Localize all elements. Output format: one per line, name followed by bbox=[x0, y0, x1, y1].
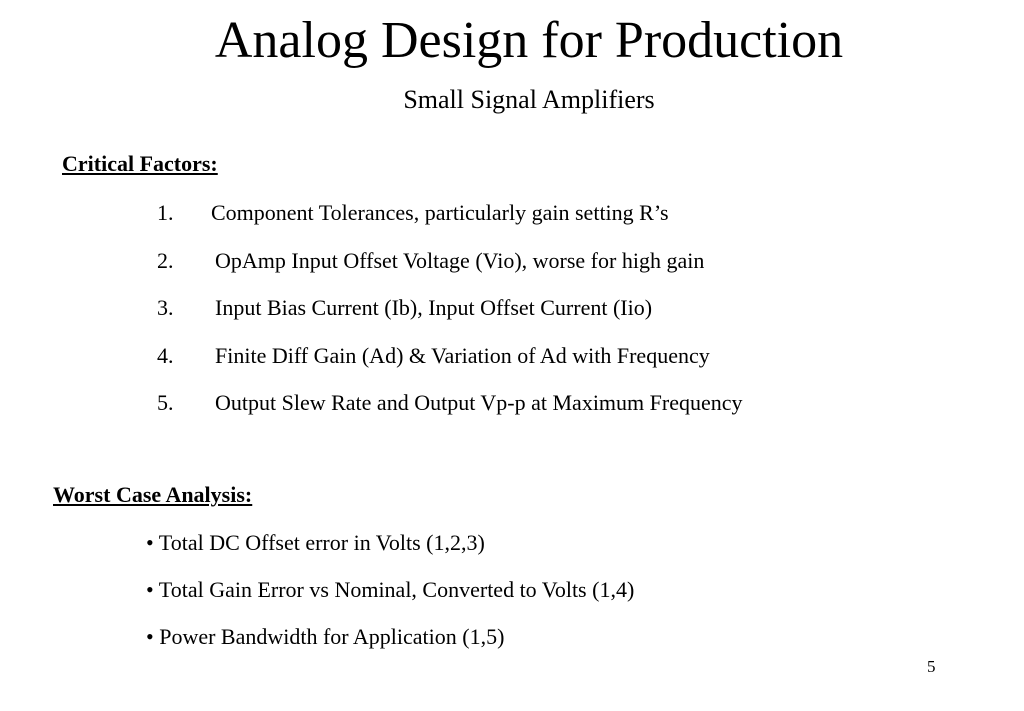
list-item: • Total DC Offset error in Volts (1,2,3) bbox=[146, 530, 485, 555]
list-item bbox=[157, 246, 743, 294]
item-text: Component Tolerances, particularly gain setting R’s bbox=[211, 200, 669, 225]
list-item bbox=[157, 198, 743, 246]
item-number: 2. bbox=[157, 247, 174, 273]
slide-subtitle: Small Signal Amplifiers bbox=[403, 85, 655, 114]
list-item bbox=[157, 341, 743, 389]
list-item: • Power Bandwidth for Application (1,5) bbox=[146, 624, 505, 649]
critical-factors-list bbox=[157, 198, 743, 436]
item-text: Finite Diff Gain (Ad) & Variation of Ad with Frequency bbox=[215, 342, 710, 368]
item-number: 5. bbox=[157, 390, 174, 415]
list-item bbox=[157, 388, 743, 436]
page-number: 5 bbox=[927, 657, 936, 676]
item-number: 4. bbox=[157, 342, 174, 368]
list-item bbox=[157, 293, 743, 341]
worst-case-list bbox=[146, 528, 634, 669]
list-item: • Total Gain Error vs Nominal, Converted to Volts (1,4) bbox=[146, 577, 635, 602]
critical-factors-heading: Critical Factors: bbox=[62, 151, 218, 176]
item-text: Input Bias Current (Ib), Input Offset Current (Iio) bbox=[215, 295, 653, 320]
item-number: 1. bbox=[157, 200, 174, 225]
item-text: Output Slew Rate and Output Vp-p at Maximum Frequency bbox=[215, 390, 743, 415]
item-number: 3. bbox=[157, 295, 174, 320]
worst-case-analysis-heading: Worst Case Analysis: bbox=[53, 482, 253, 507]
item-text: OpAmp Input Offset Voltage (Vio), worse for high gain bbox=[215, 247, 705, 273]
slide-title: Analog Design for Production bbox=[214, 12, 844, 69]
